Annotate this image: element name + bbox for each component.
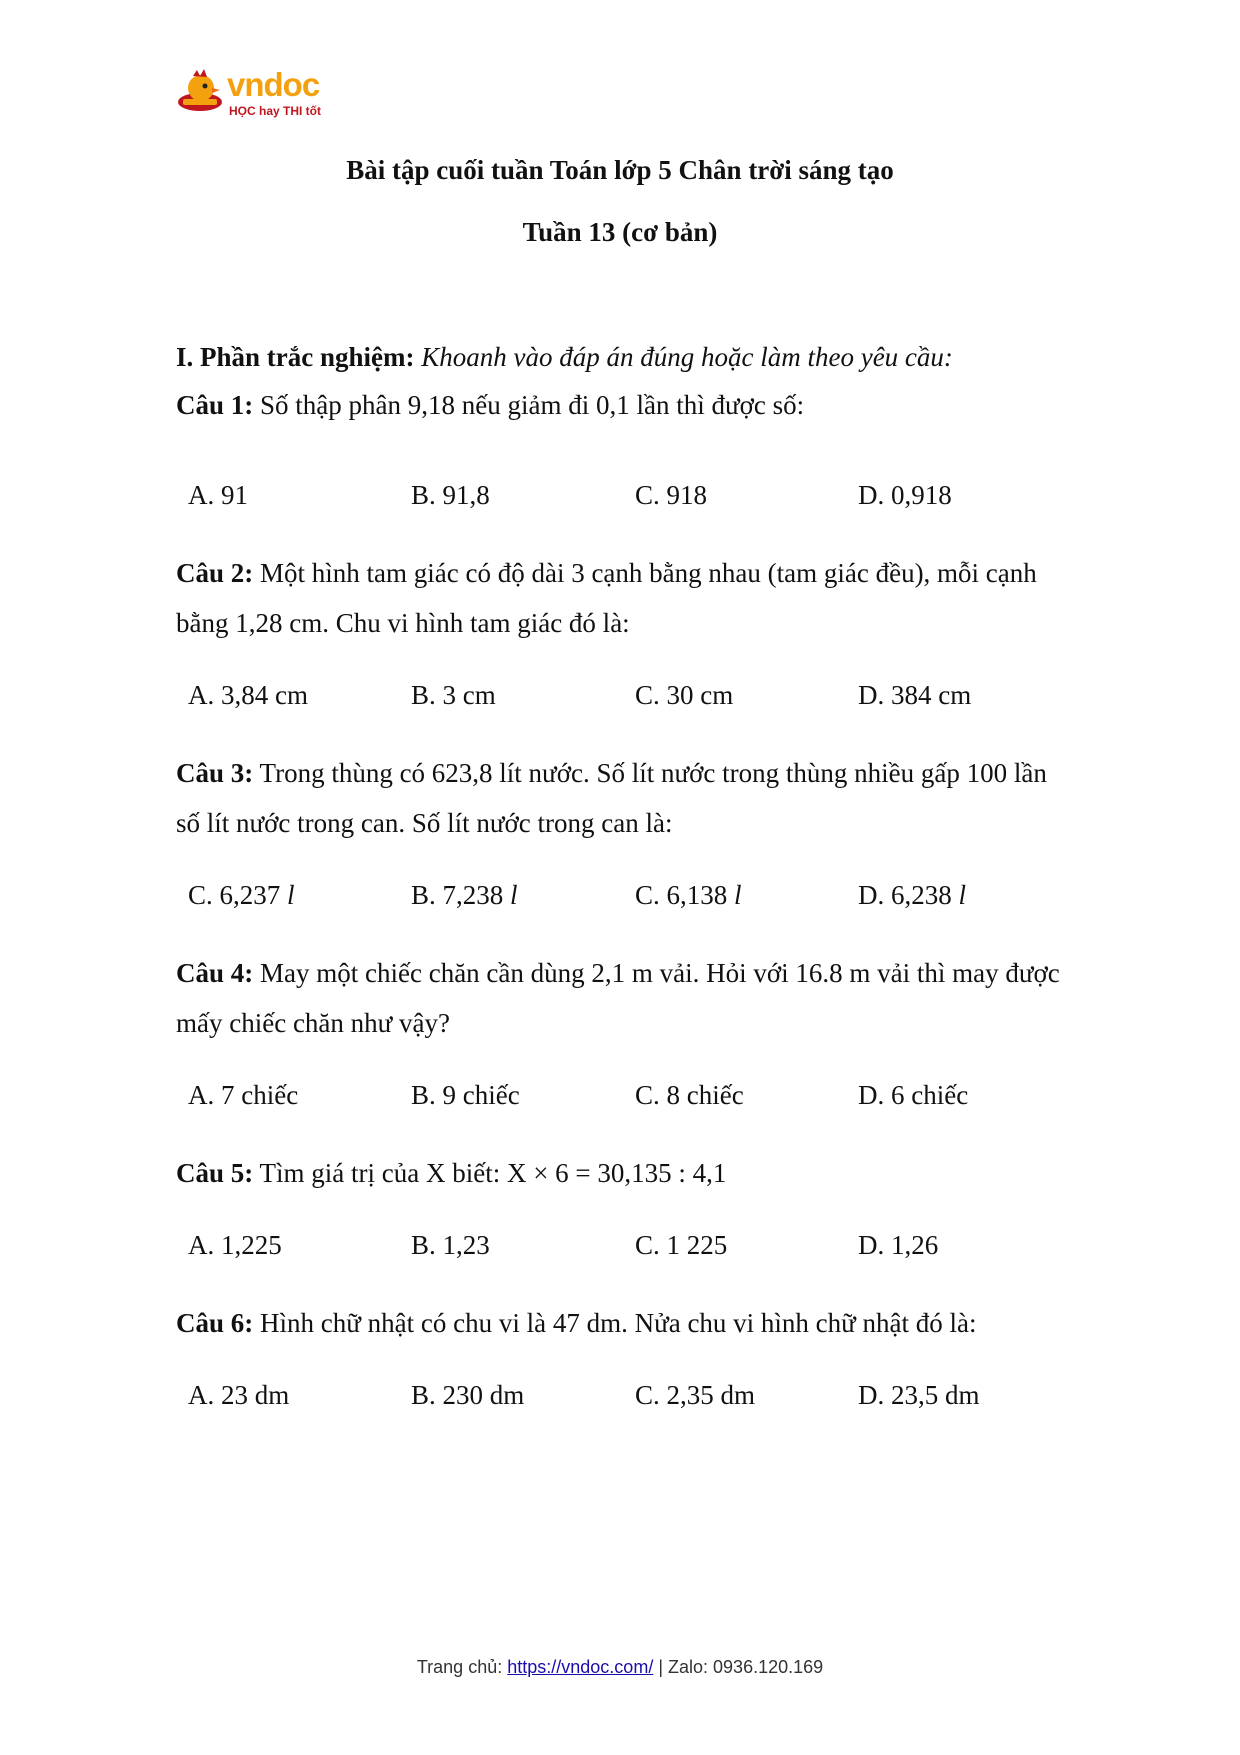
homepage-link[interactable]: https://vndoc.com/	[507, 1657, 654, 1677]
unit-litre: l	[510, 880, 518, 910]
unit-litre: l	[734, 880, 742, 910]
footer-prefix: Trang chủ:	[416, 1657, 503, 1677]
question-text: Một hình tam giác có độ dài 3 cạnh bằng nhau (tam giác đều), mỗi cạnh bằng 1,28 cm. Chu vi hình tam giác đó là:	[176, 558, 1037, 638]
question-4	[176, 948, 1076, 1048]
document-title: Bài tập cuối tuần Toán lớp 5 Chân trời sáng tạo	[346, 155, 894, 185]
option-c[interactable]: C. 8 chiếc	[635, 1080, 744, 1110]
question-label: Câu 1:	[176, 390, 254, 420]
question-2-options	[188, 680, 1088, 716]
footer-zalo: Zalo: 0936.120.169	[668, 1657, 824, 1677]
site-logo	[175, 68, 335, 124]
option-d[interactable]: D. 6 chiếc	[858, 1080, 969, 1110]
question-label: Câu 6:	[176, 1308, 254, 1338]
option-c[interactable]: C. 30 cm	[635, 680, 734, 710]
option-d[interactable]: D. 0,918	[858, 480, 952, 510]
question-label: Câu 5:	[176, 1158, 254, 1188]
question-label: Câu 2:	[176, 558, 254, 588]
option-b[interactable]: B. 1,23	[411, 1230, 490, 1260]
option-c[interactable]	[635, 880, 742, 911]
question-3	[176, 748, 1076, 848]
page-footer	[0, 1657, 1240, 1678]
question-text: Số thập phân 9,18 nếu giảm đi 0,1 lần thì được số:	[260, 390, 805, 420]
logo-tagline: HỌC hay THI tốt	[229, 104, 321, 118]
option-b[interactable]: B. 91,8	[411, 480, 490, 510]
question-label: Câu 3:	[176, 758, 254, 788]
option-a[interactable]: A. 23 dm	[188, 1380, 290, 1410]
option-a[interactable]	[188, 880, 295, 911]
option-d[interactable]: D. 384 cm	[858, 680, 972, 710]
section-instruction: Khoanh vào đáp án đúng hoặc làm theo yêu cầu:	[421, 342, 953, 372]
option-b[interactable]	[411, 880, 518, 911]
section-label: I. Phần trắc nghiệm:	[176, 342, 415, 372]
rooster-mascot-icon	[175, 68, 225, 118]
option-value: D. 6,238	[858, 880, 952, 910]
question-5-options	[188, 1230, 1088, 1266]
option-b[interactable]: B. 230 dm	[411, 1380, 525, 1410]
footer-separator: |	[653, 1657, 669, 1677]
question-label: Câu 4:	[176, 958, 254, 988]
question-text: Trong thùng có 623,8 lít nước. Số lít nước trong thùng nhiều gấp 100 lần số lít nước trong can. Số lít nước trong can là:	[176, 758, 1047, 838]
option-d[interactable]: D. 1,26	[858, 1230, 939, 1260]
unit-litre: l	[287, 880, 295, 910]
question-5	[176, 1148, 1076, 1198]
unit-litre: l	[958, 880, 967, 910]
option-value: B. 7,238	[411, 880, 504, 910]
option-d[interactable]	[858, 880, 966, 911]
option-d[interactable]: D. 23,5 dm	[858, 1380, 980, 1410]
option-a[interactable]: A. 3,84 cm	[188, 680, 308, 710]
question-text: May một chiếc chăn cần dùng 2,1 m vải. Hỏi với 16.8 m vải thì may được mấy chiếc chăn như vậy?	[176, 958, 1060, 1038]
question-1	[176, 380, 1076, 430]
section-heading	[176, 342, 1076, 373]
option-value: C. 6,138	[635, 880, 728, 910]
option-b[interactable]: B. 9 chiếc	[411, 1080, 520, 1110]
question-1-options	[188, 480, 1088, 516]
option-a[interactable]: A. 91	[188, 480, 248, 510]
document-subtitle: Tuần 13 (cơ bản)	[522, 217, 718, 247]
option-c[interactable]: C. 918	[635, 480, 708, 510]
question-6	[176, 1298, 1076, 1348]
question-6-options	[188, 1380, 1088, 1416]
option-c[interactable]: C. 2,35 dm	[635, 1380, 756, 1410]
question-3-options	[188, 880, 1088, 916]
question-2	[176, 548, 1076, 648]
option-value: C. 6,237	[188, 880, 281, 910]
option-a[interactable]: A. 1,225	[188, 1230, 282, 1260]
question-4-options	[188, 1080, 1088, 1116]
option-c[interactable]: C. 1 225	[635, 1230, 728, 1260]
option-b[interactable]: B. 3 cm	[411, 680, 496, 710]
question-text: Tìm giá trị của X biết: X × 6 = 30,135 : 4,1	[259, 1158, 727, 1188]
option-a[interactable]: A. 7 chiếc	[188, 1080, 299, 1110]
logo-wordmark: vndoc	[227, 66, 320, 103]
question-text: Hình chữ nhật có chu vi là 47 dm. Nửa chu vi hình chữ nhật đó là:	[260, 1308, 977, 1338]
